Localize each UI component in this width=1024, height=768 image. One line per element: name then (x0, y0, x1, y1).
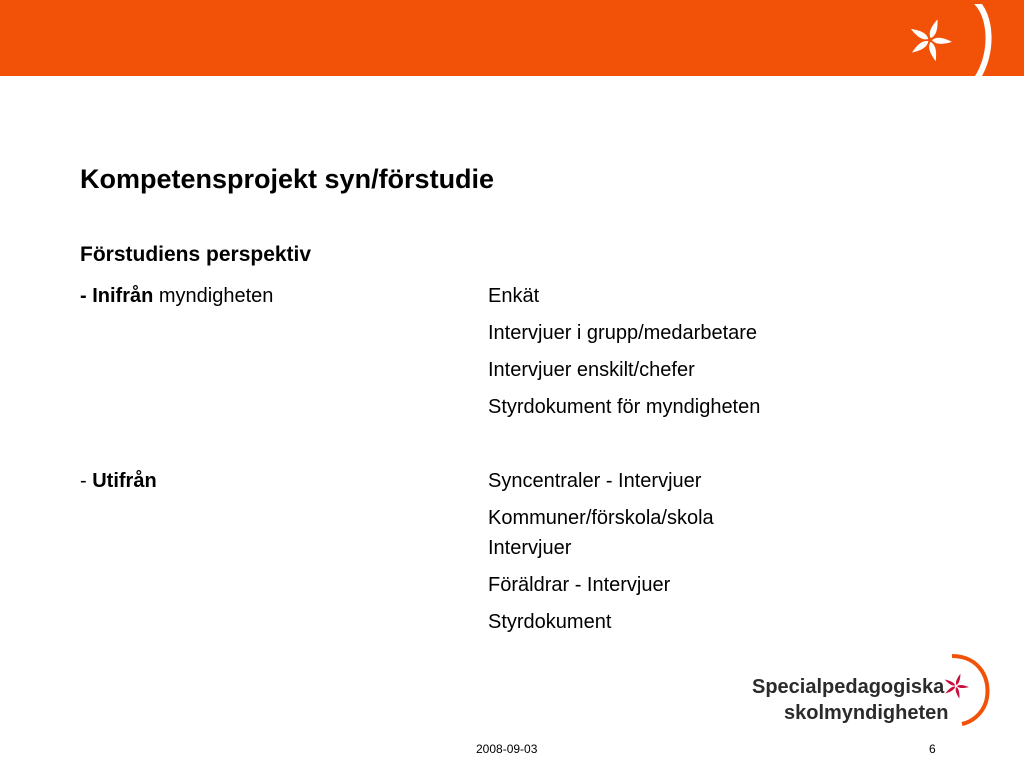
inifran-item: Enkät (488, 285, 540, 307)
logo-line-1: Specialpedagogiska (752, 676, 945, 698)
star-mark-icon (888, 4, 1024, 76)
logo-line-2: skolmyndigheten (784, 702, 949, 724)
logo-text (752, 674, 948, 726)
footer-date: 2008-09-03 (476, 742, 538, 756)
inifran-item: Intervjuer enskilt/chefer (488, 359, 695, 381)
agency-logo (740, 650, 1000, 726)
slide-title: Kompetensprojekt syn/förstudie (80, 164, 495, 194)
utifran-label (80, 469, 157, 493)
inifran-item: Intervjuer i grupp/medarbetare (488, 322, 758, 344)
header-bar (0, 0, 1024, 76)
utifran-item: Syncentraler - Intervjuer (488, 470, 702, 492)
utifran-item: Intervjuer (488, 537, 572, 559)
page-number: 6 (929, 742, 936, 756)
inifran-suffix: myndigheten (153, 285, 274, 307)
utifran-item: Föräldrar - Intervjuer (488, 574, 671, 596)
inifran-bold: - Inifrån (80, 285, 154, 307)
utifran-prefix: - (80, 470, 93, 492)
inifran-item: Styrdokument för myndigheten (488, 396, 761, 418)
utifran-item: Kommuner/förskola/skola (488, 507, 714, 529)
slide-subtitle: Förstudiens perspektiv (80, 243, 312, 266)
utifran-bold: Utifrån (92, 470, 157, 492)
inifran-label (80, 284, 273, 308)
utifran-item: Styrdokument (488, 611, 612, 633)
